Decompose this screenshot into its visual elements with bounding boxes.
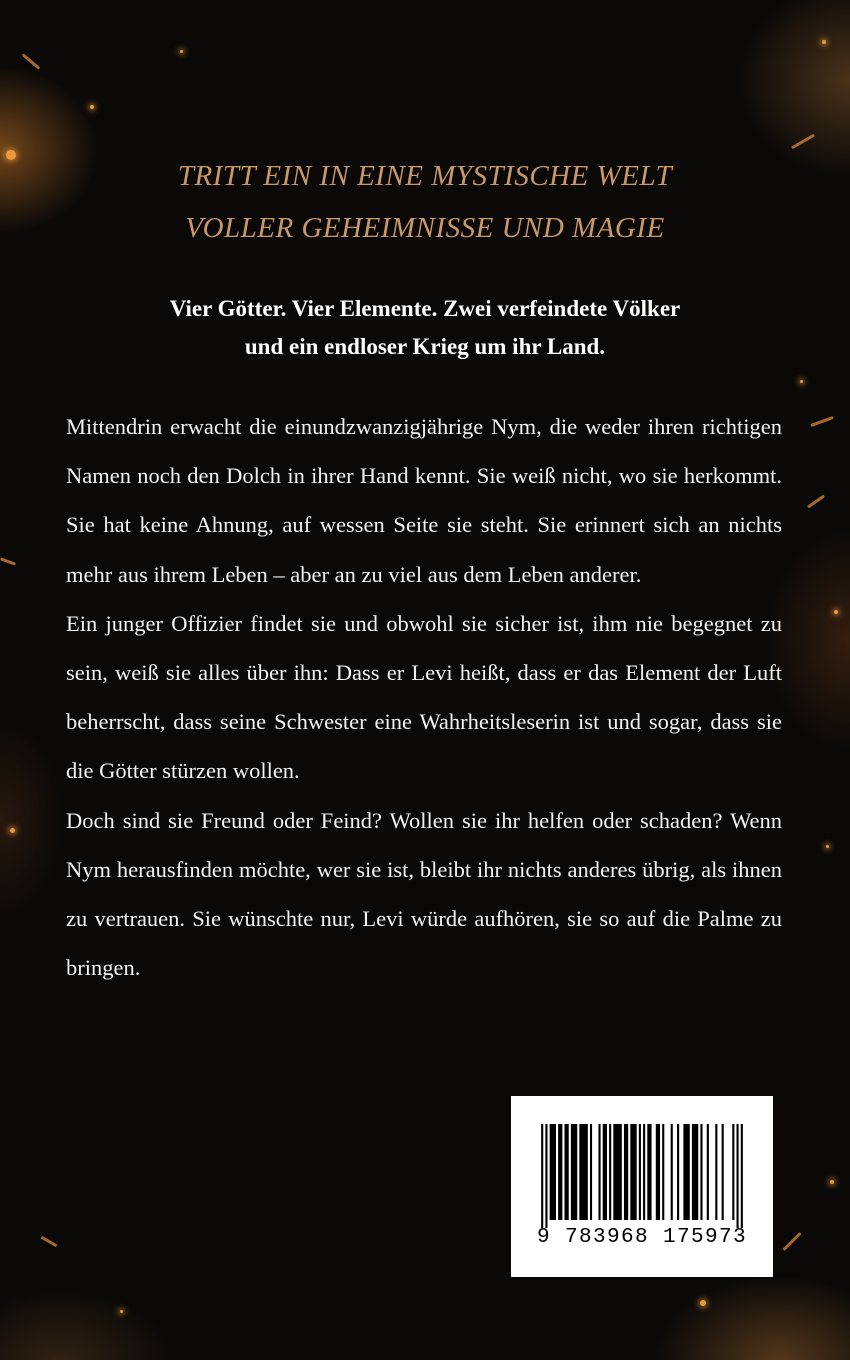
barcode-bar <box>579 1124 587 1220</box>
hook-statement <box>0 290 850 366</box>
barcode-bar <box>707 1124 709 1220</box>
barcode-bar <box>643 1124 645 1220</box>
blurb-paragraph-1: Mittendrin erwacht die einundzwanzigjährige Nym, die weder ihren richtigen Namen noch den Dolch in ihrer Hand kennt. Sie weiß nicht, wo sie herkommt. Sie hat keine Ahnung, auf wessen Seite sie steht. Sie erinnert sich an nichts mehr aus ihrem Leben – aber an zu viel aus dem Leben anderer. <box>66 414 782 587</box>
barcode-bar <box>692 1124 698 1220</box>
barcode-bar <box>662 1124 664 1220</box>
hook-line-2: und ein endloser Krieg um ihr Land. <box>244 334 606 359</box>
barcode-bar <box>671 1124 673 1220</box>
blurb-paragraph-3: Doch sind sie Freund oder Feind? Wollen sie ihr helfen oder schaden? Wenn Nym herausfinden möchte, wer sie ist, bleibt ihr nichts anderes übrig, als ihnen zu vertrauen. Sie wünschte nur, Levi würde aufhören, sie so auf die Palme zu bringen. <box>66 807 782 981</box>
barcode-bar <box>545 1124 547 1228</box>
isbn-number: 9 783968 175973 <box>537 1226 748 1249</box>
tagline <box>0 150 850 254</box>
barcode-bar <box>590 1124 592 1220</box>
barcode-bar <box>656 1124 660 1220</box>
barcode-bars <box>539 1124 745 1228</box>
barcode-bar <box>603 1124 607 1220</box>
barcode-bar <box>683 1124 689 1220</box>
hook-line-1: Vier Götter. Vier Elemente. Zwei verfeindete Völker <box>169 296 681 321</box>
barcode-bar <box>564 1124 568 1220</box>
barcode-bar <box>571 1124 577 1220</box>
barcode-bar <box>737 1124 739 1228</box>
barcode-bar <box>558 1124 562 1220</box>
barcode-bar <box>609 1124 611 1220</box>
barcode-bar <box>630 1124 636 1220</box>
barcode-bar <box>598 1124 600 1220</box>
barcode <box>511 1096 773 1277</box>
tagline-line-1: TRITT EIN IN EINE MYSTISCHE WELT <box>177 160 673 192</box>
tagline-line-2: VOLLER GEHEIMNISSE UND MAGIE <box>185 212 665 244</box>
barcode-bar <box>647 1124 651 1220</box>
barcode-bar <box>677 1124 679 1220</box>
blurb-paragraph-2: Ein junger Offizier findet sie und obwohl sie sicher ist, ihm nie begegnet zu sein, weiß sie alles über ihn: Dass er Levi heißt, dass er das Element der Luft beherrscht, dass seine Schwester eine Wahrheitsleserin ist und sogar, dass sie die Götter stürzen wollen. <box>66 610 782 784</box>
blurb-text <box>66 402 782 992</box>
barcode-bar <box>639 1124 641 1220</box>
barcode-bar <box>715 1124 717 1220</box>
barcode-bar <box>624 1124 628 1220</box>
barcode-bar <box>700 1124 702 1220</box>
barcode-bar <box>550 1124 556 1220</box>
barcode-bar <box>741 1124 743 1228</box>
barcode-bar <box>613 1124 621 1220</box>
barcode-bar <box>732 1124 734 1220</box>
barcode-bar <box>722 1124 724 1220</box>
barcode-bar <box>541 1124 543 1228</box>
